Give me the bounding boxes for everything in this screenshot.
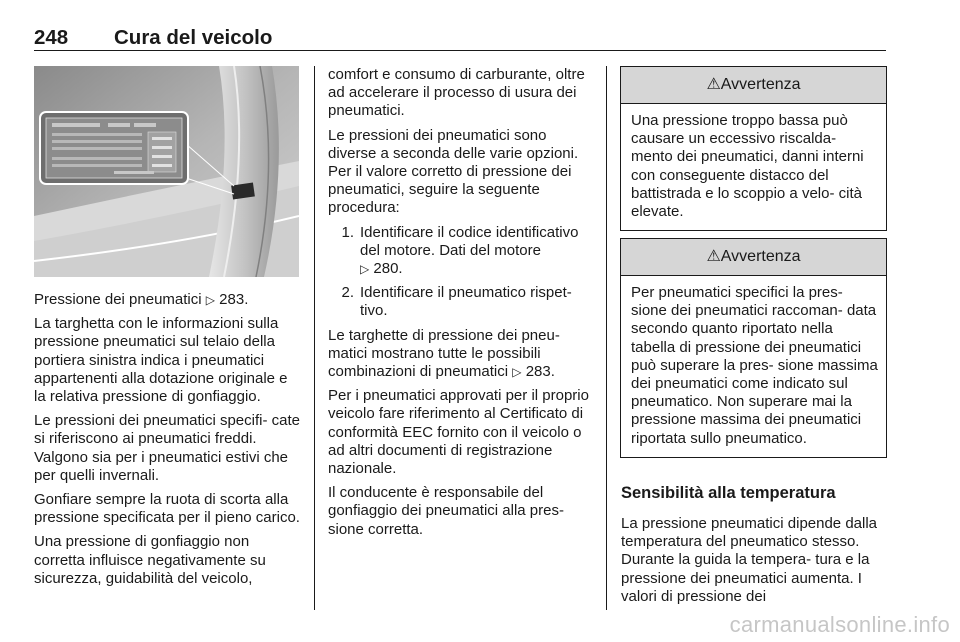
warning-header: ⚠Avvertenza xyxy=(621,67,886,104)
paragraph: Le pressioni dei pneumatici specifi- cate si riferiscono ai pneumatici freddi. Valgono sia per i pneumatici estivi che per quelli invernali. xyxy=(34,412,300,484)
warning-header: ⚠Avvertenza xyxy=(621,239,886,276)
watermark: carmanualsonline.info xyxy=(729,612,950,637)
page-title: Cura del veicolo xyxy=(114,26,273,49)
column-divider-1 xyxy=(314,66,315,610)
paragraph: La targhetta con le informazioni sulla pressione pneumatici sul telaio della portiera sinistra indica i pneumatici appartenenti alla dotazione originale e la relativa pressione di gonfiaggio. xyxy=(34,315,288,406)
paragraph: La pressione pneumatici dipende dalla temperatura del pneumatico stesso. Durante la guida la tempera- tura e la pressione dei pneumatici aumenta. I valori di pressione dei xyxy=(621,515,878,605)
paragraph: Il conducente è responsabile del gonfiaggio dei pneumatici alla pres- sione corretta. xyxy=(328,484,564,538)
page-ref-icon: ▷ xyxy=(360,262,370,277)
figure-caption: Pressione dei pneumatici ▷ 283. xyxy=(34,291,249,308)
page-reference[interactable]: 283. xyxy=(219,291,249,308)
header-rule xyxy=(34,50,886,51)
paragraph: comfort e consumo di carburante, oltre ad accelerare il processo di usura dei pneumatici. xyxy=(328,66,585,120)
warning-icon: ⚠ xyxy=(706,248,721,265)
paragraph: Le targhette di pressione dei pneu- matici mostrano tutte le possibili combinazioni di pneumatici ▷ 283. xyxy=(328,326,560,381)
page-ref-icon: ▷ xyxy=(512,365,522,380)
page-ref-icon: ▷ xyxy=(205,293,215,307)
warning-box xyxy=(620,238,887,458)
paragraph: Una pressione di gonfiaggio non corretta influisce negativamente su sicurezza, guidabilità del veicolo, xyxy=(34,533,266,587)
paragraph: Per i pneumatici approvati per il proprio veicolo fare riferimento al Certificato di conformità EEC fornito con il veicolo o ad altri documenti di registrazione nazionale. xyxy=(328,387,589,478)
list-item: 1. Identificare il codice identificativo del motore. Dati del motore ▷ 280. xyxy=(341,223,579,278)
page-header xyxy=(34,26,272,50)
paragraph: Le pressioni dei pneumatici sono diverse a seconda delle varie opzioni. Per il valore corretto di pressione dei pneumatici, seguire la seguente procedura: xyxy=(328,126,579,217)
tire-pressure-label-illustration xyxy=(34,66,299,277)
column-divider-2 xyxy=(606,66,607,610)
column-3 xyxy=(621,515,887,612)
warning-text: Una pressione troppo bassa può causare un eccessivo riscalda- mento dei pneumatici, danni interni con conseguente distacco del battistrada e lo scoppio a velo- cità elevate. xyxy=(631,112,864,221)
warning-box xyxy=(620,66,887,231)
warning-text: Per pneumatici specifici la pres- sione dei pneumatici raccoman- data secondo quanto riportato nella tabella di pressione dei pneumatici può superare la pres- sione massima dei pneumatici come indicato sul pneumatico. Non superare mai la pressione massima dei pneumatici riportata sullo pneumatico. xyxy=(631,284,878,447)
section-heading: Sensibilità alla temperatura xyxy=(621,484,836,502)
page-reference[interactable]: 283. xyxy=(525,363,555,381)
page-number: 248 xyxy=(34,26,69,49)
paragraph: Gonfiare sempre la ruota di scorta alla pressione specificata per il pieno carico. xyxy=(34,491,300,527)
list-item: 2. Identificare il pneumatico rispet- tivo. xyxy=(341,284,572,320)
page-reference[interactable]: 280. xyxy=(373,260,403,278)
column-1 xyxy=(34,291,302,594)
warning-icon: ⚠ xyxy=(706,76,721,93)
column-2 xyxy=(328,66,594,545)
